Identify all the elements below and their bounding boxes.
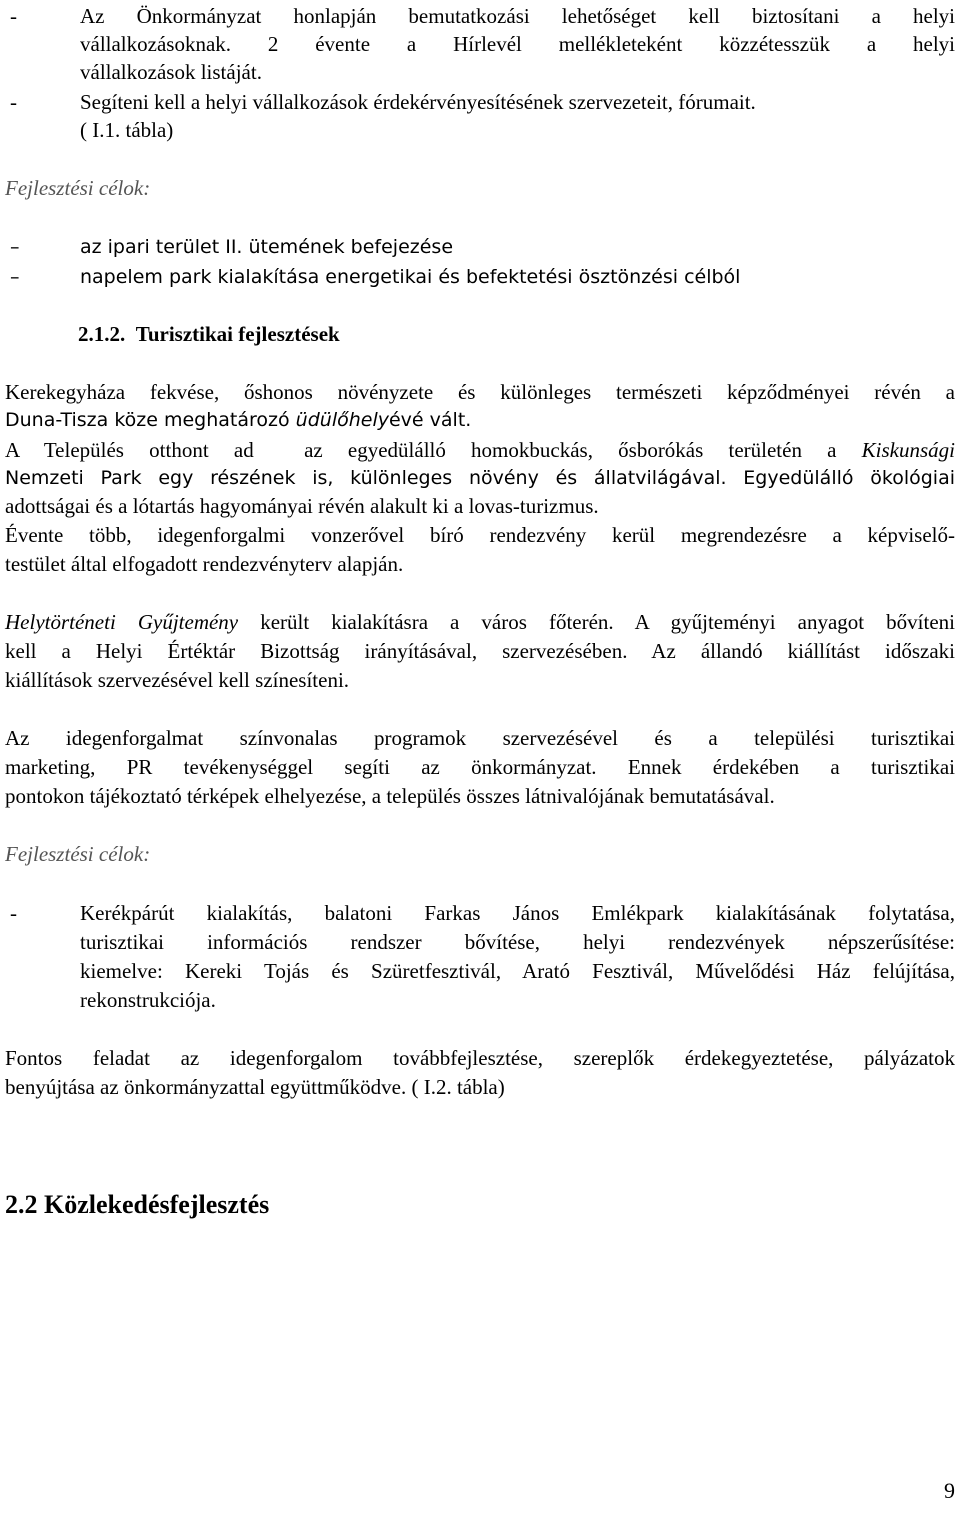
paragraph-line: marketing, PR tevékenységgel segíti az önkormányzat. Ennek érdekében a turisztikai — [5, 755, 955, 779]
paragraph-line: Évente több, idegenforgalmi vonzerővel bíró rendezvény kerül megrendezésre a képviselő- — [5, 523, 955, 547]
list-item-line: vállalkozásoknak. 2 évente a Hírlevél mellékleteként közzétesszük a helyi — [80, 32, 955, 56]
paragraph-line: Fontos feladat az idegenforgalom továbbfejlesztése, szereplők érdekegyeztetése, pályázatok — [5, 1046, 955, 1070]
list-item-text: az ipari terület II. ütemének befejezése — [80, 236, 454, 258]
paragraph-line — [5, 436, 955, 464]
text-run: Duna-Tisza köze meghatározó — [5, 409, 296, 431]
list-item-line: Kerékpárút kialakítás, balatoni Farkas János Emlékpark kialakításának folytatása, — [80, 901, 955, 925]
list-item-line: rekonstrukciója. — [80, 988, 216, 1012]
page-number: 9 — [944, 1478, 955, 1503]
list-item-line: kiemelve: Kereki Tojás és Szüretfesztivál, Arató Fesztivál, Művelődési Ház felújítása, — [80, 959, 955, 983]
text-run: került kialakításra a város főterén. A gyűjteményi anyagot bővíteni — [238, 610, 956, 634]
list-item-line: Az Önkormányzat honlapján bemutatkozási lehetőséget kell biztosítani a helyi — [80, 4, 955, 28]
list-marker: - — [10, 901, 17, 925]
paragraph-line: pontokon tájékoztató térképek elhelyezése, a település összes látnivalójának bemutatásával. — [5, 784, 775, 808]
section-heading: Fejlesztési célok: — [5, 176, 151, 200]
section-heading: 2.2 Közlekedésfejlesztés — [5, 1190, 270, 1219]
list-item-line: Segíteni kell a helyi vállalkozások érdekérvényesítésének szervezeteit, fórumait. — [80, 90, 756, 114]
list-item-line: ( I.1. tábla) — [80, 118, 174, 142]
paragraph-line: Kerekegyháza fekvése, őshonos növényzete és különleges természeti képződményei révén a — [5, 380, 955, 404]
emphasis-text: üdülőhely — [295, 409, 389, 431]
paragraph-line — [5, 406, 955, 434]
text-run: A Település otthont ad az egyedülálló homokbuckás, ősborókás területén a — [5, 438, 862, 462]
paragraph-line: kell a Helyi Értéktár Bizottság irányításával, szervezésében. Az állandó kiállítást időszaki — [5, 639, 955, 663]
list-marker: – — [10, 266, 20, 288]
paragraph-line: testület által elfogadott rendezvényterv alapján. — [5, 552, 404, 576]
emphasis-text: Kiskunsági — [861, 438, 955, 462]
paragraph-line: adottságai és a lótartás hagyományai révén alakult ki a lovas-turizmus. — [5, 494, 599, 518]
emphasis-text: Helytörténeti Gyűjtemény — [5, 610, 239, 634]
paragraph-line: Az idegenforgalmat színvonalas programok szervezésével és a települési turisztikai — [5, 726, 955, 750]
paragraph-line: Nemzeti Park egy részének is, különleges növény és állatvilágával. Egyedülálló ökológiai — [5, 467, 955, 489]
list-item-text: napelem park kialakítása energetikai és befektetési ösztönzési célból — [80, 266, 741, 288]
section-heading: 2.1.2. Turisztikai fejlesztések — [78, 322, 340, 346]
section-heading: Fejlesztési célok: — [5, 842, 151, 866]
list-marker: – — [10, 236, 20, 258]
list-item-line: vállalkozások listáját. — [80, 60, 262, 84]
paragraph-line: benyújtása az önkormányzattal együttműködve. ( I.2. tábla) — [5, 1075, 505, 1099]
paragraph-line: kiállítások szervezésével kell színesíteni. — [5, 668, 350, 692]
list-marker: - — [10, 4, 17, 28]
paragraph-line — [5, 608, 955, 636]
list-item-line: turisztikai információs rendszer bővítése, helyi rendezvények népszerűsítése: — [80, 930, 955, 954]
list-marker: - — [10, 90, 17, 114]
text-run: évé vált. — [388, 409, 472, 431]
